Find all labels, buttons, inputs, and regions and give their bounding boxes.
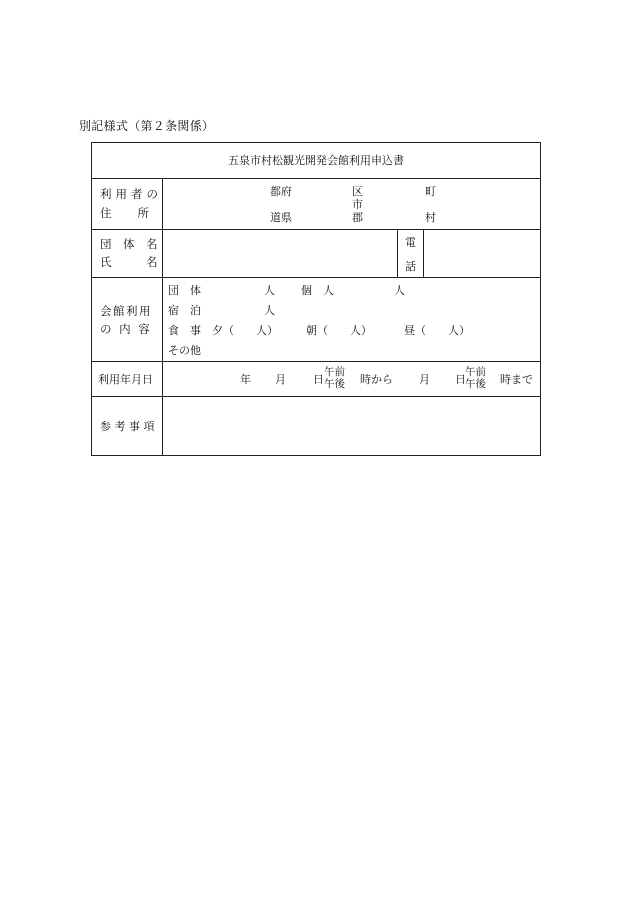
date-until: 時まで — [500, 373, 533, 386]
date-from: 時から — [360, 373, 393, 386]
notes-label: 参 考 事 項 — [100, 420, 155, 433]
address-shi: 市 — [352, 198, 363, 211]
address-dokenn: 道県 — [270, 211, 292, 224]
content-breakfast: 朝（ 人） — [306, 324, 372, 337]
address-todofu: 都府 — [270, 185, 292, 198]
content-group-persons: 人 — [264, 284, 275, 297]
date-day-start: 日 — [313, 373, 324, 386]
content-group: 団 体 — [168, 284, 201, 297]
phone-label-line1: 電 — [405, 236, 416, 249]
form-caption: 別記様式（第２条関係） — [79, 119, 215, 133]
row-divider — [92, 178, 540, 179]
phone-label-line2: 話 — [405, 260, 416, 273]
label-column-divider — [162, 178, 163, 455]
content-individual-persons: 人 — [394, 284, 405, 297]
content-dinner: 夕（ 人） — [212, 324, 278, 337]
date-label: 利用年月日 — [98, 373, 153, 386]
row-divider — [92, 229, 540, 230]
row-divider — [92, 396, 540, 397]
address-mura: 村 — [425, 211, 436, 224]
date-am-end: 午前 — [465, 366, 486, 378]
date-am-start: 午前 — [324, 366, 345, 378]
application-form — [91, 142, 541, 456]
form-title: 五泉市村松観光開発会館利用申込書 — [228, 154, 404, 167]
address-machi: 町 — [425, 185, 436, 198]
date-day-end: 日 — [455, 373, 466, 386]
content-label-line1: 会館利用 — [100, 304, 152, 318]
date-month-start: 月 — [275, 373, 286, 386]
phone-divider-left — [397, 229, 398, 277]
content-stay-persons: 人 — [264, 304, 275, 317]
content-other: その他 — [168, 344, 201, 357]
date-year: 年 — [240, 373, 251, 386]
date-pm-start: 午後 — [324, 378, 345, 390]
group-name-label: 団 体 名 — [100, 237, 158, 251]
address-label-line2: 住 所 — [100, 206, 150, 220]
content-individual: 個 人 — [301, 284, 334, 297]
address-gun: 郡 — [352, 211, 363, 224]
content-label-line2: の 内 容 — [100, 322, 152, 336]
content-lunch: 昼（ 人） — [404, 324, 470, 337]
content-stay: 宿 泊 — [168, 304, 201, 317]
date-month-end: 月 — [419, 373, 430, 386]
address-ku: 区 — [352, 185, 363, 198]
person-name-label: 氏 名 — [100, 255, 158, 269]
content-meal: 食 事 — [168, 324, 201, 337]
date-pm-end: 午後 — [465, 378, 486, 390]
row-divider — [92, 277, 540, 278]
phone-divider-right — [423, 229, 424, 277]
address-label-line1: 利用者の — [100, 187, 162, 201]
row-divider — [92, 361, 540, 362]
